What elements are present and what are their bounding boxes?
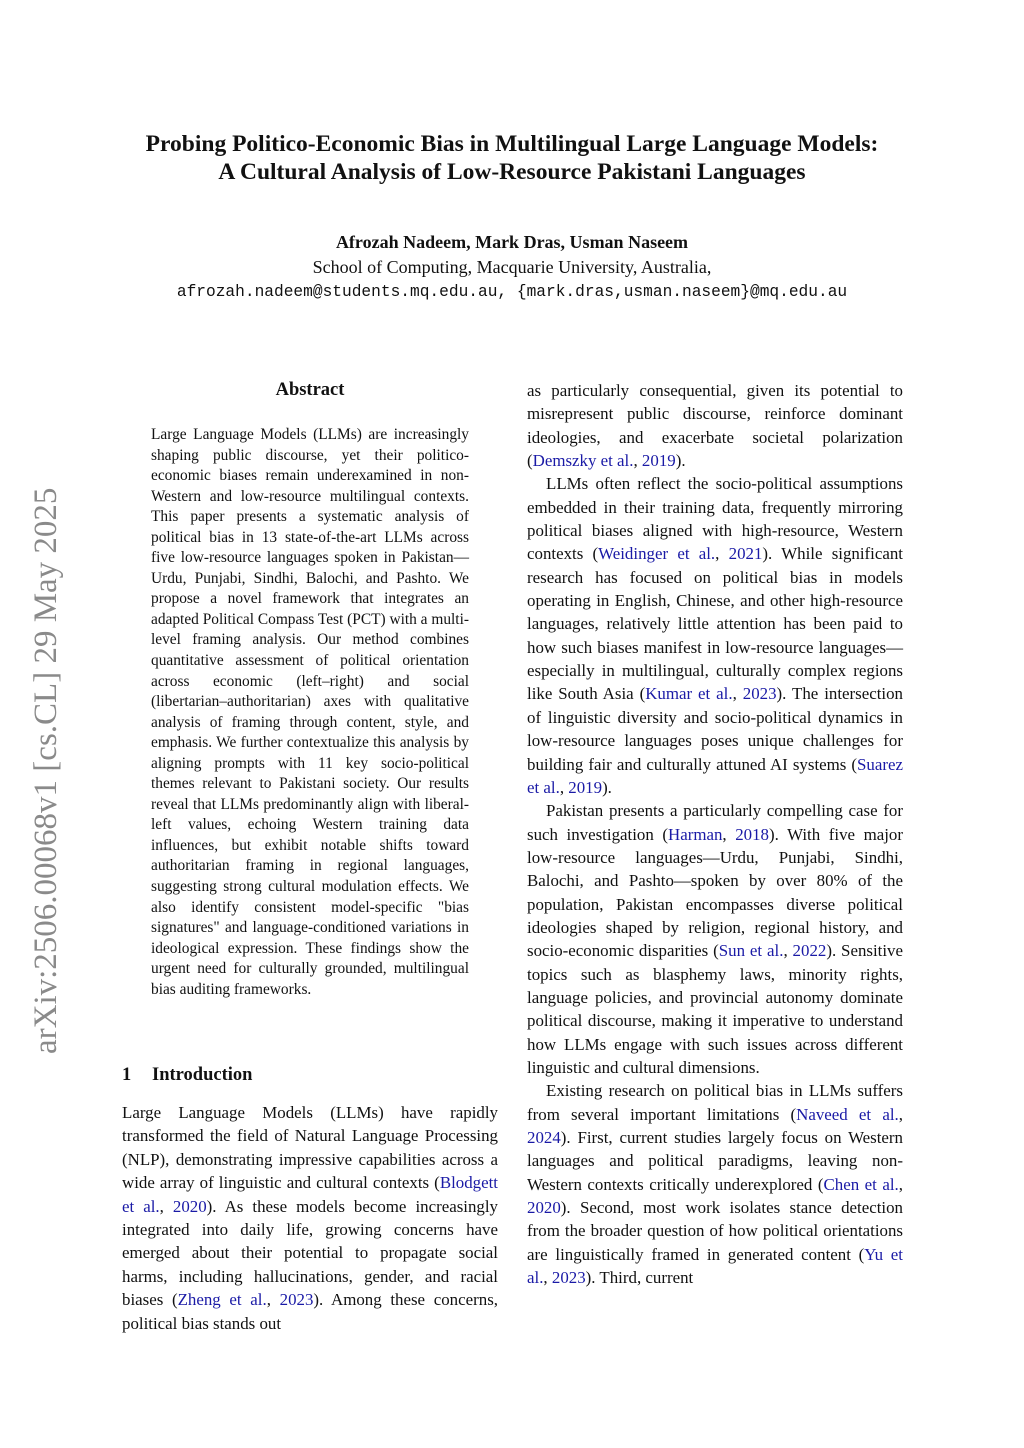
abstract-body: Large Language Models (LLMs) are increasingly shaping public discourse, yet their politico-economic biases remain underexamined in non-Western and low-resource multilingual contexts. This paper presents a systematic analysis of political bias in 13 state-of-the-art LLMs across five low-resource languages spoken in Pakistan—Urdu, Punjabi, Sindhi, Balochi, and Pashto. We propose a novel framework that integrates an adapted Political Compass Test (PCT) with a multi-level framing analysis. Our method combines quantitative assessment of political orientation across economic (left–right) and social (libertarian–authoritarian) axes with qualitative analysis of framing through content, style, and emphasis. We further contextualize this analysis by aligning prompts with 11 key socio-political themes relevant to Pakistani society. Our results reveal that LLMs predominantly align with liberal-left values, echoing Western training data influences, but exhibit notable shifts toward authoritarian framing in regional languages, suggesting strong cultural modulation effects. We also identify consistent model-specific "bias signatures" and language-conditioned variations in ideological expression. These findings show the urgent need for culturally grounded, multilingual bias auditing frameworks. <box>151 426 469 998</box>
citation-link[interactable]: Chen et al. <box>823 1174 899 1194</box>
citation-link[interactable]: Blodgett et al. <box>122 1173 498 1216</box>
citation-link[interactable]: 2020 <box>172 1196 207 1216</box>
paragraph-text: ). Third, current <box>585 1268 694 1288</box>
author-list: Afrozah Nadeem, Mark Dras, Usman Naseem <box>335 232 689 252</box>
paragraph-text: ). With five major low-resource languages—Urdu, Punjabi, Sindhi, Balochi, and Pashto—spoken by over 80% of the population, Pakistan encompasses diverse political ideologies shaped by religion, regional history, and socio-economic disparities ( <box>527 824 903 961</box>
section-number: 1 <box>122 1065 132 1085</box>
section-heading-introduction <box>122 1064 252 1086</box>
citation-link[interactable]: Zheng et al. <box>177 1290 267 1310</box>
paragraph-text: Pakistan presents a particularly compelling case for such investigation ( <box>527 801 903 844</box>
paragraph-text: ). First, current studies largely focus on Western languages and political paradigms, leaving non-Western contexts critically underexplored ( <box>527 1128 903 1194</box>
paragraph-text: ). Second, most work isolates stance detection from the broader question of how political orientations are linguistically framed in generated content ( <box>527 1198 903 1264</box>
paper-title <box>0 130 1024 186</box>
citation-link[interactable]: 2019 <box>568 777 603 797</box>
paragraph-text: ). <box>675 451 686 471</box>
citation-link[interactable]: Sun et al. <box>718 941 784 961</box>
author-emails: afrozah.nadeem@students.mq.edu.au, {mark.dras,usman.naseem}@mq.edu.au <box>176 283 848 301</box>
citation-link[interactable]: 2024 <box>527 1128 561 1147</box>
paragraph-text: Large Language Models (LLMs) have rapidly transformed the field of Natural Language Processing (NLP), demonstrating impressive capabilities across a wide array of linguistic and cultural contexts ( <box>122 1103 498 1193</box>
paragraph-text: Existing research on political bias in LLMs suffers from several important limitations ( <box>527 1081 903 1124</box>
paragraph-text: ). Sensitive topics such as blasphemy laws, minority rights, language policies, and provincial autonomy dominate political discourse, making it imperative to understand how LLMs engage with such issues across different linguistic and cultural dimensions. <box>527 941 903 1077</box>
citation-link[interactable]: Suarez et al. <box>527 754 903 797</box>
citation-link[interactable]: Naveed et al. <box>796 1104 899 1124</box>
paragraph-text: ). The intersection of linguistic diversity and socio-political dynamics in low-resource languages poses unique challenges for building fair and culturally attuned AI systems ( <box>527 684 903 774</box>
citation-link[interactable]: Demszky et al. <box>532 451 634 471</box>
citation-link[interactable]: 2023 <box>551 1268 586 1288</box>
intro-paragraph-3: Pakistan presents a particularly compelling case for such investigation (Harman, 2018). With five major low-resource languages—Urdu, Punjabi, Sindhi, Balochi, and Pashto—spoken by over 80% of the population, Pakistan encompasses diverse political ideologies shaped by religion, regional history, and socio-economic disparities (Sun et al., 2022). Sensitive topics such as blasphemy laws, minority rights, language policies, and provincial autonomy dominate political discourse, making it imperative to understand how LLMs engage with such issues across different linguistic and cultural dimensions. <box>527 801 903 1077</box>
citation-link[interactable]: 2023 <box>742 684 777 704</box>
intro-paragraph-1: Large Language Models (LLMs) have rapidly transformed the field of Natural Language Processing (NLP), demonstrating impressive capabilities across a wide array of linguistic and cultural contexts (Blodgett et al., 2020). As these models become increasingly integrated into daily life, growing concerns have emerged about their potential to propagate social harms, including hallucinations, gender, and racial biases (Zheng et al., 2023). Among these concerns, political bias stands out <box>122 1103 498 1333</box>
citation-link[interactable]: 2019 <box>641 451 676 471</box>
paragraph-text: ). <box>602 777 612 797</box>
title-line-2: A Cultural Analysis of Low-Resource Pakistani Languages <box>218 159 806 185</box>
paragraph-text: LLMs often reflect the socio-political assumptions embedded in their training data, frequently mirroring political biases aligned with high-resource, Western contexts ( <box>527 474 903 564</box>
intro-paragraph-4: Existing research on political bias in LLMs suffers from several important limitations (Naveed et al., 2024). First, current studies largely focus on Western languages and political paradigms, leaving non-Western contexts critically underexplored (Chen et al., 2020). Second, most work isolates stance detection from the broader question of how political orientations are linguistically framed in generated content (Yu et al., 2023). Third, current <box>527 1081 904 1288</box>
citation-link[interactable]: 2022 <box>792 941 827 961</box>
paragraph-text: ). While significant research has focused on political bias in models operating in English, Chinese, and other high-resource languages, relatively little attention has been paid to how such biases manifest in low-resource languages—especially in multilingual, culturally complex regions like South Asia ( <box>527 544 904 704</box>
title-line-1: Probing Politico-Economic Bias in Multilingual Large Language Models: <box>145 131 879 157</box>
citation-link[interactable]: Kumar et al. <box>645 684 733 704</box>
citation-link[interactable]: 2018 <box>735 824 769 844</box>
section-title: Introduction <box>152 1065 253 1085</box>
citation-link[interactable]: 2020 <box>527 1198 561 1218</box>
arxiv-identifier: arXiv:2506.00068v1 [cs.CL] 29 May 2025 <box>28 487 64 1054</box>
intro-paragraph-1-continued: as particularly consequential, given its potential to misrepresent public discourse, reinforce dominant ideologies, and exacerbate societal polarization (Demszky et al., 2019). <box>527 381 903 471</box>
citation-link[interactable]: 2023 <box>279 1290 314 1310</box>
affiliation: School of Computing, Macquarie University, Australia, <box>312 257 712 277</box>
citation-link[interactable]: Yu et al. <box>527 1244 903 1288</box>
intro-paragraph-2: LLMs often reflect the socio-political assumptions embedded in their training data, frequently mirroring political biases aligned with high-resource, Western contexts (Weidinger et al., 2021). While significant research has focused on political bias in models operating in English, Chinese, and other high-resource languages, relatively little attention has been paid to how such biases manifest in low-resource languages—especially in multilingual, culturally complex regions like South Asia (Kumar et al., 2023). The intersection of linguistic diversity and socio-political dynamics in low-resource languages poses unique challenges for building fair and culturally attuned AI systems (Suarez et al., 2019). <box>527 474 904 797</box>
left-column-body <box>122 1101 498 1335</box>
right-column-body <box>527 379 903 1289</box>
citation-link[interactable]: Weidinger et al. <box>598 544 716 564</box>
citation-link[interactable]: 2021 <box>728 544 763 564</box>
paragraph-text: ). Among these concerns, political bias stands out <box>122 1290 498 1333</box>
citation-link[interactable]: Harman <box>668 824 723 844</box>
paragraph-text: ). As these models become increasingly integrated into daily life, growing concerns have emerged about their potential to propagate social harms, including hallucinations, gender, and racial biases ( <box>122 1196 498 1310</box>
paragraph-text: as particularly consequential, given its potential to misrepresent public discourse, reinforce dominant ideologies, and exacerbate societal polarization ( <box>527 381 903 471</box>
abstract-heading: Abstract <box>275 380 345 400</box>
